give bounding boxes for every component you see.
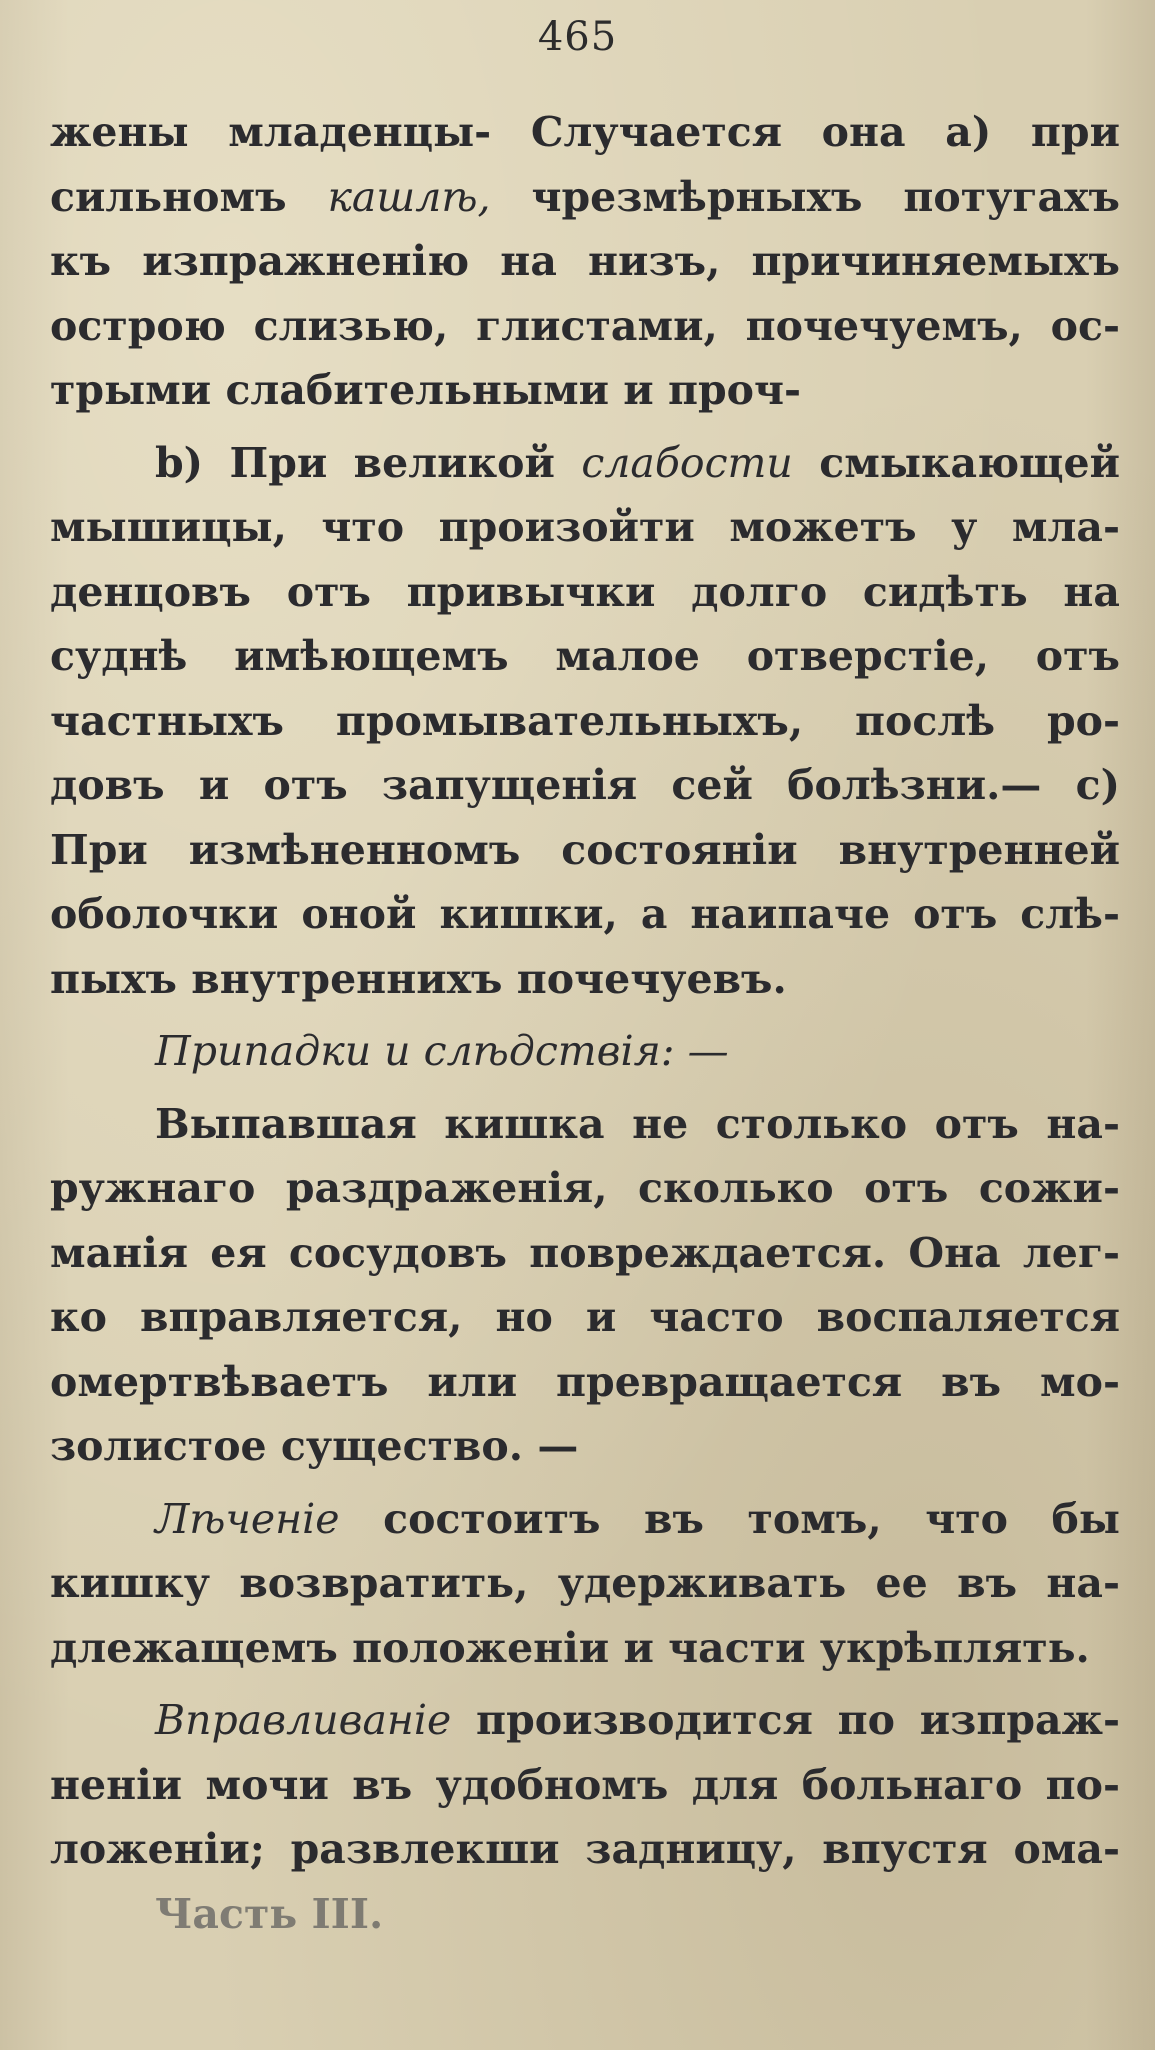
text-segment: состоитъ въ томъ, что бы bbox=[339, 1494, 1120, 1543]
text-segment: сильномъ bbox=[50, 172, 328, 221]
signature-mark: Часть III. bbox=[155, 1889, 384, 1938]
text-segment: b) При великой bbox=[155, 438, 582, 487]
text-line: неніи мочи въ удобномъ для больнаго по- bbox=[50, 1760, 1120, 1809]
text-line bbox=[50, 1688, 1120, 1753]
section-heading: Припадки и слѣдствія: — bbox=[155, 1027, 729, 1075]
text-line: длежащемъ положеніи и части укрѣплять. bbox=[50, 1623, 1090, 1672]
text-line: ко вправляется, но и часто воспаляется bbox=[50, 1293, 1120, 1341]
text-line: ложеніи; развлекши задницу, впустя ома- bbox=[50, 1825, 1120, 1873]
text-segment: производится по изпраж- bbox=[451, 1696, 1120, 1744]
text-line: оболочки оной кишки, а наипаче отъ слѣ- bbox=[50, 890, 1120, 938]
text-line: мышицы, что произойти можетъ у мла- bbox=[50, 503, 1120, 551]
text-line: Выпавшая кишка не столько отъ на- bbox=[155, 1099, 1120, 1148]
text-line: золистое существо. — bbox=[50, 1422, 579, 1470]
text-line: острою слизью, глистами, почечуемъ, ос- bbox=[50, 301, 1120, 350]
italic-term: Вправливаніе bbox=[155, 1696, 452, 1744]
text-line: денцовъ отъ привычки долго сидѣть на bbox=[50, 567, 1120, 616]
italic-term: Лѣченіе bbox=[155, 1494, 340, 1543]
text-line: кишку возвратить, удерживать ее въ на- bbox=[50, 1559, 1120, 1607]
text-segment: чрезмѣрныхъ потугахъ bbox=[490, 172, 1120, 221]
text-line: пыхъ внутреннихъ почечуевъ. bbox=[50, 954, 787, 1003]
text-line bbox=[50, 431, 1120, 496]
text-line: жены младенцы- Случается она а) при bbox=[50, 108, 1120, 156]
text-line: ружнаго раздраженія, сколько отъ сожи- bbox=[50, 1164, 1120, 1212]
text-line bbox=[50, 1487, 1120, 1552]
text-line: омертвѣваетъ или превращается въ мо- bbox=[50, 1357, 1120, 1406]
text-line: суднѣ имѣющемъ малое отверстіе, отъ bbox=[50, 632, 1120, 680]
italic-term: слабости bbox=[581, 438, 793, 487]
text-line: частныхъ промывательныхъ, послѣ ро- bbox=[50, 696, 1120, 745]
text-line: трыми слабительными и проч- bbox=[50, 366, 802, 414]
text-line: манія ея сосудовъ повреждается. Она лег- bbox=[50, 1228, 1120, 1277]
text-line: При измѣненномъ состояніи внутренней bbox=[50, 825, 1120, 874]
text-segment: смыкающей bbox=[792, 438, 1120, 487]
body-text bbox=[50, 100, 1120, 2030]
italic-term: кашлѣ, bbox=[327, 172, 491, 221]
text-line bbox=[50, 165, 1120, 230]
text-line: довъ и отъ запущенія сей болѣзни.— c) bbox=[50, 761, 1120, 809]
text-line: къ изпражненію на низъ, причиняемыхъ bbox=[50, 237, 1120, 285]
page-number: 465 bbox=[537, 14, 618, 60]
